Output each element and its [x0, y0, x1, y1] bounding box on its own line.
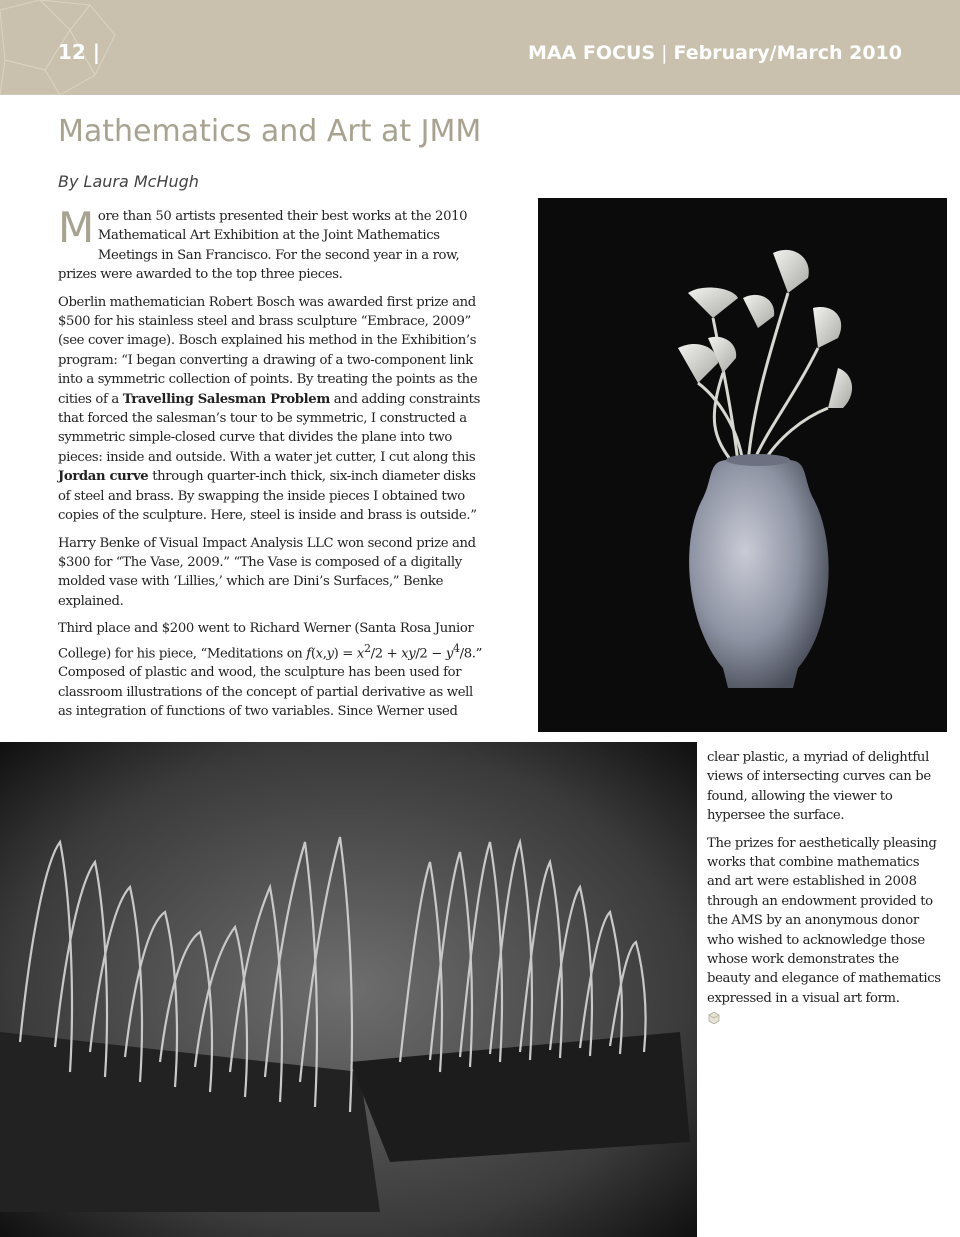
math-exponent: 2 [363, 641, 371, 655]
plastic-curve-sculpture-photo [0, 742, 697, 1237]
paragraph-text: The prizes for aesthetically pleasing works that combine mathematics and art were established in 2008 through an endowment provided to the AMS by an anonymous donor who wished to acknowledge those whose work demonstrates the beauty and elegance of mathematics expressed in a visual art form. [707, 835, 941, 1006]
vase-with-lilies-photo [538, 198, 947, 732]
math-y: y [326, 645, 334, 661]
term-jordan-curve: Jordan curve [58, 469, 149, 485]
math-comma: , [322, 645, 327, 661]
article-byline: By Laura McHugh [58, 172, 199, 191]
math-term: /2 + [370, 645, 402, 661]
publication-separator: | [661, 42, 668, 64]
article-title: Mathematics and Art at JMM [58, 114, 482, 149]
paragraph-text: through quarter-inch thick, six-inch diameter disks of steel and brass. By swapping the inside pieces I obtained two copies of the sculpture. Here, steel is inside and brass is outside.” [58, 469, 477, 524]
math-term: /2 − [415, 645, 446, 661]
math-y: y [445, 645, 453, 661]
paragraph-second-prize: Harry Benke of Visual Impact Analysis LLC won second prize and $300 for “The Vase, 2009.” “The Vase is composed of a digitally molded vase with ‘Lillies,’ which are Dini’s Surfaces,” Benke explained. [58, 535, 476, 609]
math-paren: ( [310, 645, 316, 661]
publication-info [528, 42, 902, 64]
paragraph-third-prize [58, 619, 490, 721]
math-f: f [306, 645, 311, 661]
paragraph-continued: clear plastic, a myriad of delightful views of intersecting curves can be found, allowing the viewer to hypersee the surface. [707, 750, 931, 824]
sculpture-illustration [0, 742, 697, 1237]
article-column-1 [58, 203, 490, 730]
paragraph-text: Oberlin mathematician Robert Bosch was awarded first prize and $500 for his stainless steel and brass sculpture “Embrace, 2009” (see cover image). Bosch explained his method in the Exhibition’s program: “I began converting a drawing of a two-component link into a symmetric collection of points. By treating the points as the cities of a [58, 294, 478, 407]
vase-illustration [538, 198, 947, 732]
paragraph-first-prize [58, 293, 490, 526]
paragraph-intro-text: ore than 50 artists presented their best works at the 2010 Mathematical Art Exhibition at the Joint Mathematics Meetings in San Francisco. For the second year in a row, prizes were awarded to the top three pieces. [58, 209, 468, 283]
page-number: 12 | [58, 40, 101, 64]
paragraph-text: /8.” Composed of plastic and wood, the sculpture has been used for classroom illustrations of the concept of partial derivative as well as integration of functions of two variables. Since Werner used [58, 645, 482, 720]
article-column-2 [707, 748, 943, 1036]
math-xy: xy [401, 645, 416, 661]
math-equals: ) = [333, 645, 357, 661]
page-header [0, 0, 960, 95]
publication-name: MAA FOCUS [527, 42, 656, 64]
paragraph-text: and adding constraints that forced the salesman’s tour to be symmetric, I constructed a symmetric simple-closed curve that divides the plane into two pieces: inside and outside. With a water jet cutter, I cut along this [58, 391, 481, 465]
math-exponent: 4 [452, 641, 460, 655]
issue-date: February/March 2010 [673, 42, 902, 64]
term-travelling-salesman: Travelling Salesman Problem [122, 391, 330, 407]
math-x: x [315, 645, 323, 661]
paragraph-text: Third place and $200 went to Richard Werner (Santa Rosa Junior College) for his piece, “Meditations on [58, 621, 474, 661]
drop-cap: M [58, 203, 94, 252]
paragraph-prize-history [707, 834, 943, 1028]
polyhedron-end-mark-icon [707, 1012, 721, 1024]
math-x: x [356, 645, 364, 661]
paragraph-intro [58, 203, 490, 285]
